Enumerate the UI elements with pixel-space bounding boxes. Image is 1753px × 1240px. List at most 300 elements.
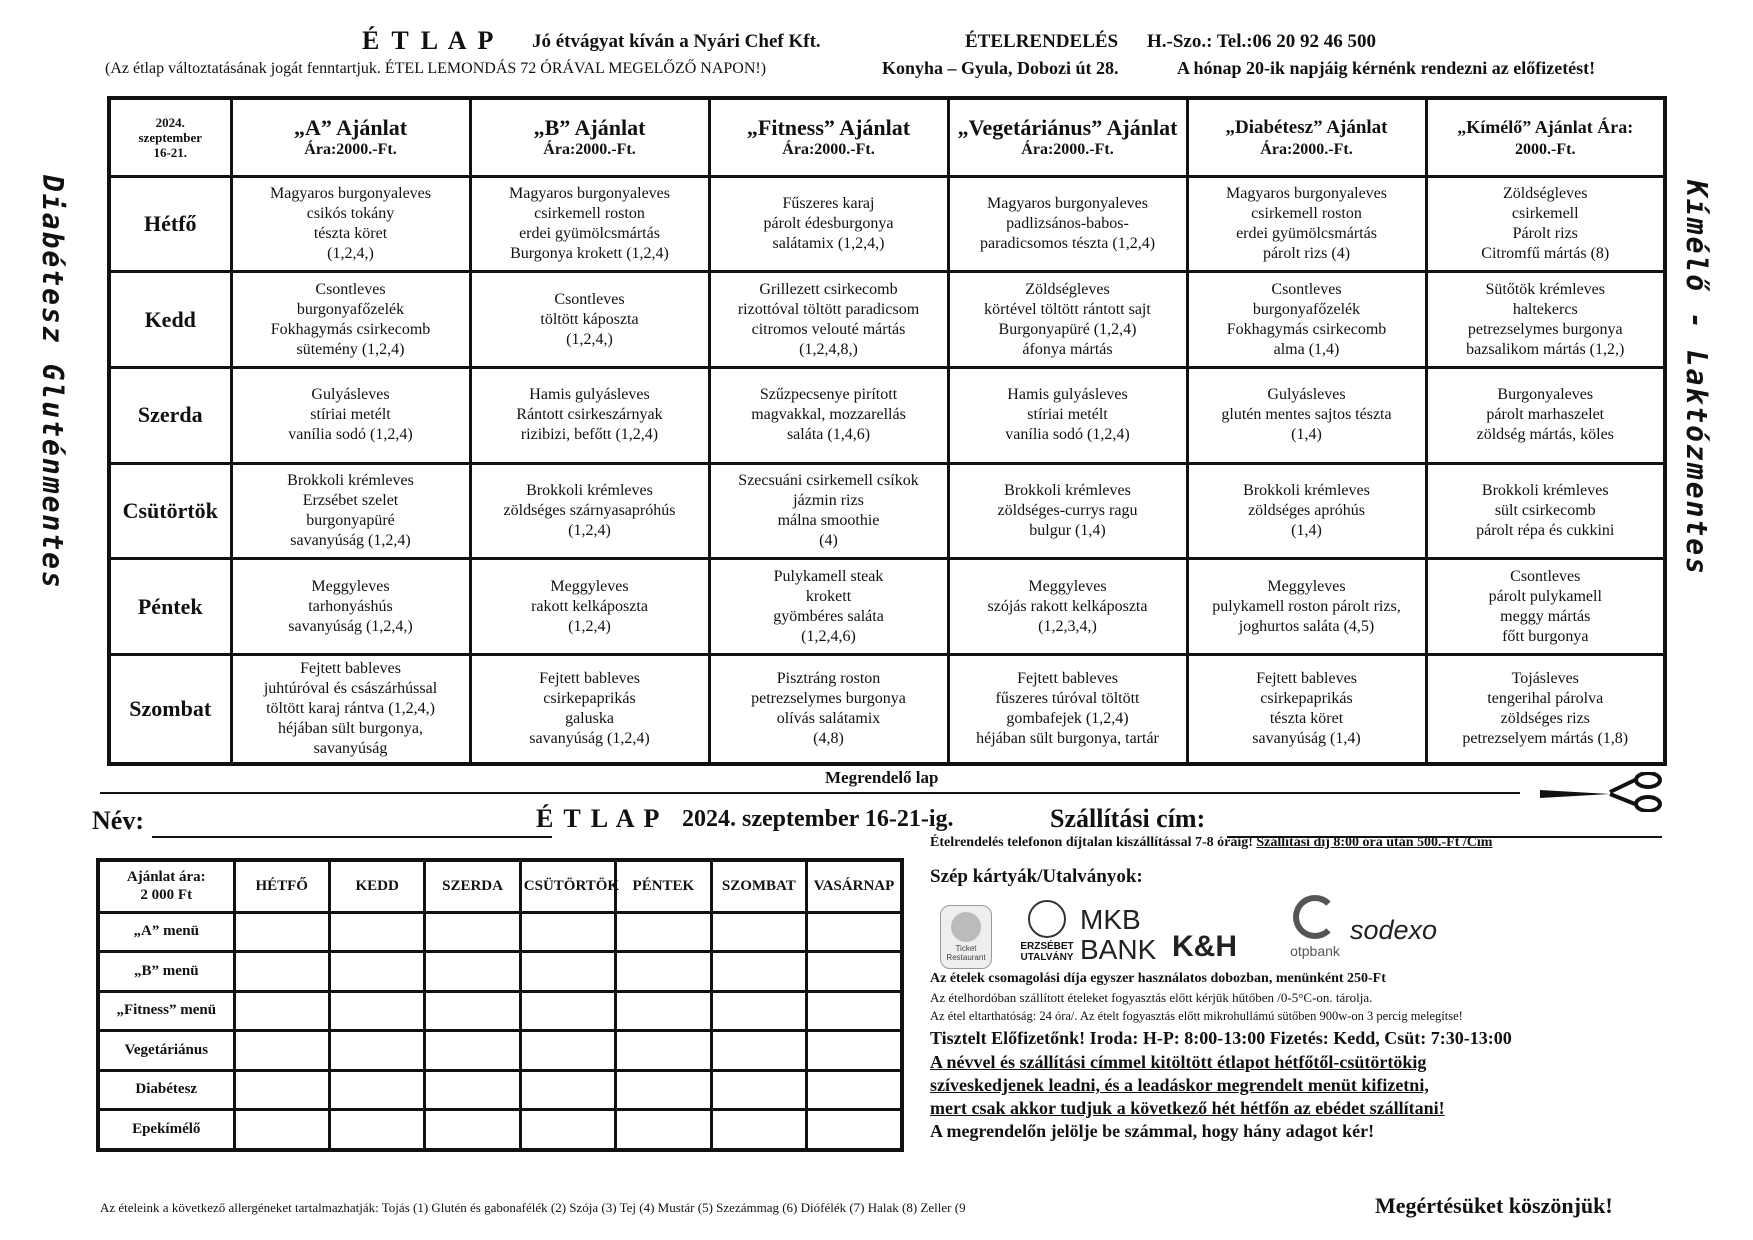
date-line: 2024.: [155, 114, 185, 130]
greeting: Jó étvágyat kíván a Nyári Chef Kft.: [532, 31, 821, 52]
menu-item-line: rizottóval töltött paradicsom: [737, 300, 920, 318]
order-quantity-cell[interactable]: [616, 952, 711, 992]
order-quantity-cell[interactable]: [425, 912, 520, 952]
shelf-life-info: Az étel eltarthatóság: 24 óra/. Az ételt fogyasztás előtt mikrohullámú sütőben 900w-on 3 percig melegítse!: [930, 1009, 1463, 1023]
order-grid: [96, 858, 904, 1152]
menu-cell: [470, 559, 709, 655]
menu-item-line: töltött káposzta: [540, 310, 639, 328]
menu-item-line: Tojásleves: [1511, 670, 1579, 687]
cut-label: Megrendelő lap: [825, 768, 939, 787]
day-label: Szombat: [109, 655, 231, 764]
menu-item-line: párolt rizs (4): [1262, 244, 1351, 262]
order-day-header: SZERDA: [425, 860, 520, 912]
menu-item-line: Erzsébet szelet: [302, 491, 399, 509]
order-quantity-cell[interactable]: [807, 952, 902, 992]
menu-item-line: Fokhagymás csirkecomb: [1226, 320, 1387, 338]
price-header: [98, 860, 234, 912]
otp-logo-text: otpbank: [1290, 943, 1340, 959]
menu-item-line: Magyaros burgonyaleves: [270, 184, 431, 202]
order-quantity-cell[interactable]: [616, 912, 711, 952]
menu-item-line: (4): [819, 531, 838, 549]
order-quantity-cell[interactable]: [425, 1070, 520, 1110]
menu-item-line: Magyaros burgonyaleves: [987, 194, 1148, 212]
header-line-2: [0, 58, 1753, 84]
menu-item-line: stíriai metélt: [310, 406, 391, 424]
menu-cell: [470, 367, 709, 463]
menu-item-line: vanília sodó (1,2,4): [1005, 426, 1130, 444]
menu-body: [109, 176, 1665, 764]
menu-item-line: jázmin rizs: [793, 491, 864, 509]
menu-item-line: Csontleves: [554, 290, 625, 308]
order-quantity-cell[interactable]: [329, 991, 424, 1031]
order-quantity-cell[interactable]: [711, 1031, 806, 1071]
order-menu-row: [98, 1070, 902, 1110]
column-header-gentle: [1426, 98, 1665, 176]
menu-item-line: (1,2,3,4,): [1038, 617, 1097, 635]
order-menu-row: [98, 1110, 902, 1151]
menu-item-line: paradicsomos tészta (1,2,4): [979, 234, 1156, 252]
order-quantity-cell[interactable]: [711, 991, 806, 1031]
order-menu-row: [98, 952, 902, 992]
menu-item-line: málna smoothie: [777, 511, 880, 529]
menu-item-line: párolt édesburgonya: [763, 214, 894, 232]
menu-cell: [231, 272, 470, 368]
menu-item-line: Meggyleves: [1028, 577, 1107, 595]
instruction-2: szíveskedjenek leadni, és a leadáskor megrendelt menüt kifizetni,: [930, 1075, 1429, 1095]
header-line-1: [0, 26, 1753, 60]
order-quantity-cell[interactable]: [807, 1070, 902, 1110]
column-price: Ára:2000.-Ft.: [1260, 141, 1353, 159]
menu-item-line: Meggyleves: [550, 577, 629, 595]
order-day-header: VASÁRNAP: [807, 860, 902, 912]
sodexo-logo: [1350, 915, 1460, 951]
menu-item-line: vanília sodó (1,2,4): [288, 426, 413, 444]
menu-row-2: [109, 367, 1665, 463]
menu-cell: [231, 176, 470, 272]
menu-item-line: körtével töltött rántott sajt: [984, 300, 1151, 318]
menu-item-line: alma (1,4): [1273, 340, 1340, 358]
day-label: Kedd: [109, 272, 231, 368]
order-label: ÉTELRENDELÉS: [965, 31, 1119, 52]
packaging-info: Az ételek csomagolási díja egyszer használatos dobozban, menünként 250-Ft: [930, 971, 1386, 986]
order-quantity-cell[interactable]: [234, 1070, 329, 1110]
kh-logo-text: K&H: [1172, 930, 1237, 963]
mkb-logo-text: MKB BANK: [1080, 904, 1157, 965]
order-quantity-cell[interactable]: [425, 1110, 520, 1151]
order-quantity-cell[interactable]: [329, 1110, 424, 1151]
menu-item-line: olívás salátamix: [776, 710, 881, 727]
menu-cell: [470, 176, 709, 272]
menu-item-line: burgonyafőzelék: [1252, 300, 1361, 318]
menu-item-line: Fejtett bableves: [300, 660, 401, 677]
menu-item-line: krokett: [805, 587, 852, 605]
column-header-b: [470, 98, 709, 176]
order-header-row: [92, 800, 1692, 840]
menu-item-line: burgonyapüré: [306, 511, 395, 529]
menu-cell: [1187, 272, 1426, 368]
menu-item-line: Fejtett bableves: [539, 670, 640, 687]
order-title: É T L A P: [536, 804, 662, 833]
price-header-line: 2 000 Ft: [140, 887, 193, 904]
menu-item-line: zöldséges szárnyasapróhús: [503, 501, 676, 519]
menu-item-line: Hamis gulyásleves: [529, 386, 650, 404]
column-title: „Vegetáriánus” Ajánlat: [957, 115, 1178, 141]
menu-item-line: tészta köret: [313, 224, 388, 242]
menu-item-line: Fejtett bableves: [1017, 670, 1118, 687]
weekly-menu-table: [107, 96, 1667, 766]
sodexo-logo-text: sodexo: [1350, 915, 1438, 945]
menu-item-line: csirkepaprikás: [1260, 690, 1353, 707]
menu-cell: [1187, 176, 1426, 272]
menu-item-line: salátamix (1,2,4,): [772, 234, 885, 252]
menu-item-line: Csontleves: [1510, 567, 1581, 585]
menu-cell: [1187, 559, 1426, 655]
menu-item-line: magvakkal, mozzarellás: [751, 406, 906, 424]
menu-item-line: Meggyleves: [1267, 577, 1346, 595]
order-quantity-cell[interactable]: [425, 991, 520, 1031]
menu-item-line: (1,4): [1291, 426, 1322, 444]
cut-line: [100, 792, 1520, 794]
menu-item-line: savanyúság (1,2,4): [290, 531, 411, 549]
address-field[interactable]: [1227, 804, 1662, 838]
menu-item-line: Brokkoli krémleves: [1481, 481, 1609, 499]
menu-item-line: Sütőtök krémleves: [1485, 280, 1606, 298]
order-grid-body: [98, 912, 902, 1150]
column-title: „Kímélő” Ajánlat Ára:: [1457, 117, 1634, 138]
menu-cell: [709, 272, 948, 368]
menu-item-line: csikós tokány: [306, 204, 395, 222]
menu-cell: [1426, 176, 1665, 272]
menu-cell: [948, 176, 1187, 272]
side-text-right: Kímélő - Laktózmentes: [1680, 180, 1713, 577]
instruction-3: mert csak akkor tudjuk a következő hét hétfőn az ebédet szállítani!: [930, 1098, 1445, 1118]
column-price: Ára:2000.-Ft.: [543, 141, 636, 159]
menu-item-line: galuska: [565, 710, 614, 727]
menu-item-line: Zöldségleves: [1025, 280, 1110, 298]
date-line: 16-21.: [153, 144, 188, 160]
menu-item-line: Szecsuáni csirkemell csíkok: [738, 471, 919, 489]
menu-item-line: (1,2,4,): [327, 244, 374, 262]
menu-item-line: (1,2,4): [568, 521, 611, 539]
menu-item-line: Pulykamell steak: [773, 567, 884, 585]
order-menu-label: Diabétesz: [98, 1070, 234, 1110]
order-quantity-cell[interactable]: [234, 912, 329, 952]
order-grid-header: [98, 860, 902, 912]
menu-item-line: Rántott csirkeszárnyak: [516, 406, 663, 424]
menu-item-line: savanyúság: [313, 740, 388, 757]
menu-item-line: citromos velouté mártás: [751, 320, 906, 338]
menu-cell: [470, 655, 709, 764]
menu-item-line: rizibizi, befőtt (1,2,4): [520, 426, 659, 444]
menu-item-line: csirkepaprikás: [543, 690, 636, 707]
menu-item-line: padlizsános-babos-: [1006, 214, 1129, 232]
menu-item-line: Burgonyapüré (1,2,4): [998, 320, 1137, 338]
order-quantity-cell[interactable]: [711, 952, 806, 992]
thanks-note: Megértésüket köszönjük!: [1375, 1193, 1613, 1218]
order-day-header: PÉNTEK: [616, 860, 711, 912]
order-quantity-cell[interactable]: [329, 1070, 424, 1110]
order-quantity-cell[interactable]: [616, 991, 711, 1031]
menu-item-line: Brokkoli krémleves: [1004, 481, 1131, 499]
menu-item-line: áfonya mártás: [1022, 340, 1113, 358]
menu-cell: [948, 559, 1187, 655]
menu-item-line: joghurtos saláta (4,5): [1238, 617, 1375, 635]
column-price: 2000.-Ft.: [1515, 141, 1576, 159]
menu-date-cell: [109, 98, 231, 176]
order-menu-row: [98, 991, 902, 1031]
menu-item-line: glutén mentes sajtos tészta: [1221, 406, 1392, 424]
delivery-fee: Szállítási díj 8:00 óra után 500.-Ft /Cím: [1256, 835, 1493, 850]
order-quantity-cell[interactable]: [616, 1070, 711, 1110]
order-day-header: SZOMBAT: [711, 860, 806, 912]
disclaimer: (Az étlap változtatásának jogát fenntartjuk. ÉTEL LEMONDÁS 72 ÓRÁVAL MEGELŐZŐ NAPON!): [105, 60, 767, 77]
menu-item-line: szójás rakott kelkáposzta: [987, 597, 1148, 615]
order-day-header: CSÜTÖRTÖK: [520, 860, 615, 912]
menu-item-line: bulgur (1,4): [1029, 521, 1106, 539]
menu-cell: [1187, 367, 1426, 463]
order-quantity-cell[interactable]: [711, 1110, 806, 1151]
cards-title: Szép kártyák/Utalványok:: [930, 866, 1143, 887]
delivery-free: Ételrendelés telefonon díjtalan kiszállítással 7-8 óráig!: [930, 835, 1253, 850]
order-menu-label: „B” menü: [98, 952, 234, 992]
menu-cell: [1187, 655, 1426, 764]
menu-item-line: erdei gyümölcsmártás: [519, 224, 660, 242]
kh-logo: [1172, 930, 1262, 966]
menu-item-line: csirkemell roston: [534, 204, 645, 222]
order-quantity-cell[interactable]: [329, 952, 424, 992]
menu-item-line: juhtúróval és császárhússal: [263, 680, 438, 697]
menu-item-line: héjában sült burgonya,: [277, 720, 423, 737]
menu-item-line: héjában sült burgonya, tartár: [976, 730, 1159, 747]
menu-item-line: Fűszeres karaj: [782, 194, 875, 212]
menu-item-line: Brokkoli krémleves: [526, 481, 653, 499]
column-price: Ára:2000.-Ft.: [782, 141, 875, 159]
menu-cell: [948, 463, 1187, 559]
order-quantity-cell[interactable]: [329, 912, 424, 952]
storage-info: Az ételhordóban szállított ételeket fogyasztás előtt kérjük hűtőben /0-5°C-on. tárolja.: [930, 990, 1373, 1005]
day-label: Csütörtök: [109, 463, 231, 559]
menu-item-line: csirkemell roston: [1251, 204, 1362, 222]
menu-item-line: tarhonyáshús: [308, 597, 393, 615]
instruction-4: A megrendelőn jelölje be számmal, hogy hány adagot kér!: [930, 1121, 1375, 1141]
menu-cell: [709, 176, 948, 272]
menu-item-line: stíriai metélt: [1027, 406, 1108, 424]
menu-item-line: zöldség mártás, köles: [1476, 426, 1614, 444]
menu-item-line: Szűzpecsenye pirított: [759, 386, 898, 404]
menu-cell: [948, 655, 1187, 764]
menu-item-line: Zöldségleves: [1503, 184, 1588, 202]
address-label: Szállítási cím:: [1050, 804, 1206, 833]
order-quantity-cell[interactable]: [329, 1031, 424, 1071]
menu-item-line: Hamis gulyásleves: [1007, 386, 1128, 404]
ticket-logo-text: Ticket Restaurant: [946, 944, 986, 962]
order-quantity-cell[interactable]: [520, 912, 615, 952]
mkb-logo: [1080, 905, 1160, 965]
column-header-a: [231, 98, 470, 176]
menu-cell: [470, 463, 709, 559]
menu-cell: [1426, 367, 1665, 463]
column-header-fitness: [709, 98, 948, 176]
menu-item-line: csirkemell: [1511, 204, 1579, 222]
day-label: Hétfő: [109, 176, 231, 272]
name-label: Név:: [92, 806, 144, 835]
order-day-header: HÉTFŐ: [234, 860, 329, 912]
menu-item-line: Magyaros burgonyaleves: [509, 184, 670, 202]
order-quantity-cell[interactable]: [234, 1031, 329, 1071]
menu-item-line: (1,2,4): [568, 617, 611, 635]
order-quantity-cell[interactable]: [425, 1031, 520, 1071]
menu-item-line: fűszeres túróval töltött: [995, 690, 1140, 707]
menu-item-line: Gulyásleves: [1267, 386, 1346, 404]
column-header-diabetic: [1187, 98, 1426, 176]
menu-item-line: Citromfű mártás (8): [1481, 244, 1610, 262]
order-quantity-cell[interactable]: [807, 912, 902, 952]
menu-cell: [231, 463, 470, 559]
menu-item-line: meggy mártás: [1500, 607, 1591, 625]
order-menu-label: Epekímélő: [98, 1110, 234, 1151]
day-label: Péntek: [109, 559, 231, 655]
menu-row-1: [109, 272, 1665, 368]
column-title: „Diabétesz” Ajánlat: [1225, 117, 1388, 139]
allergens-note: Az ételeink a következő allergéneket tartalmazhatják: Tojás (1) Glutén és gabonafélék (2) Szója (3) Tej (4) Mustár (5) Szezámmag (6) Diófélék (7) Halak (8) Zeller (9: [100, 1200, 966, 1215]
menu-cell: [231, 559, 470, 655]
menu-item-line: tészta köret: [1269, 710, 1344, 727]
order-quantity-cell[interactable]: [616, 1031, 711, 1071]
name-field[interactable]: [152, 804, 552, 838]
order-quantity-cell[interactable]: [520, 1031, 615, 1071]
menu-item-line: Csontleves: [1271, 280, 1342, 298]
menu-item-line: Grillezett csirkecomb: [759, 280, 898, 298]
order-quantity-cell[interactable]: [234, 991, 329, 1031]
erzsebet-logo: [1012, 900, 1082, 968]
menu-item-line: párolt marhaszelet: [1486, 406, 1605, 424]
menu-item-line: párolt répa és cukkini: [1476, 521, 1615, 539]
order-quantity-cell[interactable]: [520, 952, 615, 992]
menu-item-line: pulykamell roston párolt rizs,: [1212, 597, 1401, 615]
menu-item-line: (1,2,4,): [566, 330, 613, 348]
day-label: Szerda: [109, 367, 231, 463]
menu-cell: [1426, 463, 1665, 559]
menu-item-line: (1,2,4,8,): [799, 340, 858, 358]
menu-cell: [709, 655, 948, 764]
otp-logo: [1275, 895, 1355, 967]
price-header-line: Ajánlat ára:: [126, 869, 206, 886]
order-quantity-cell[interactable]: [520, 1070, 615, 1110]
menu-item-line: Brokkoli krémleves: [1243, 481, 1370, 499]
menu-cell: [709, 559, 948, 655]
menu-item-line: Párolt rizs: [1512, 224, 1578, 242]
order-quantity-cell[interactable]: [807, 1110, 902, 1151]
column-header-vegetarian: [948, 98, 1187, 176]
column-title: „B” Ajánlat: [533, 115, 646, 141]
menu-item-line: savanyúság (1,2,4): [529, 730, 650, 747]
menu-item-line: (1,4): [1291, 521, 1322, 539]
menu-item-line: saláta (1,4,6): [786, 426, 871, 444]
menu-cell: [709, 367, 948, 463]
menu-cell: [948, 367, 1187, 463]
menu-item-line: zöldséges apróhús: [1248, 501, 1365, 519]
ticket-logo: [940, 905, 992, 969]
menu-cell: [231, 655, 470, 764]
order-menu-label: Vegetáriánus: [98, 1031, 234, 1071]
order-menu-row: [98, 1031, 902, 1071]
menu-item-line: petrezselymes burgonya: [1467, 320, 1623, 338]
menu-item-line: sütemény (1,2,4): [296, 340, 405, 358]
column-price: Ára:2000.-Ft.: [304, 141, 397, 159]
menu-row-5: [109, 655, 1665, 764]
menu-item-line: zöldséges rizs: [1500, 710, 1590, 727]
order-quantity-cell[interactable]: [807, 1031, 902, 1071]
menu-item-line: gyömbéres saláta: [773, 607, 884, 625]
menu-item-line: Brokkoli krémleves: [287, 471, 414, 489]
menu-item-line: rakott kelkáposzta: [531, 597, 648, 615]
subscription-note: A hónap 20-ik napjáig kérnénk rendezni az előfizetést!: [1177, 58, 1596, 78]
menu-cell: [1426, 272, 1665, 368]
menu-row-4: [109, 559, 1665, 655]
order-quantity-cell[interactable]: [616, 1110, 711, 1151]
menu-item-line: Magyaros burgonyaleves: [1226, 184, 1387, 202]
order-quantity-cell[interactable]: [520, 991, 615, 1031]
menu-item-line: tengerihal párolva: [1487, 690, 1604, 707]
order-period: 2024. szeptember 16-21-ig.: [682, 806, 954, 832]
menu-item-line: (1,2,4,6): [801, 627, 856, 645]
menu-item-line: Gulyásleves: [311, 386, 390, 404]
menu-item-line: Pisztráng roston: [776, 670, 881, 687]
menu-item-line: sült csirkecomb: [1494, 501, 1596, 519]
menu-item-line: zöldséges-currys ragu: [997, 501, 1138, 519]
order-day-header: KEDD: [329, 860, 424, 912]
menu-item-line: (4,8): [813, 730, 844, 747]
menu-cell: [1426, 655, 1665, 764]
menu-cell: [1187, 463, 1426, 559]
order-quantity-cell[interactable]: [711, 1070, 806, 1110]
menu-row-3: [109, 463, 1665, 559]
column-title: „A” Ajánlat: [293, 115, 408, 141]
order-menu-label: „Fitness” menü: [98, 991, 234, 1031]
menu-item-line: savanyúság (1,4): [1252, 730, 1361, 747]
order-quantity-cell[interactable]: [711, 912, 806, 952]
side-text-left: Diabétesz Gluténmentes: [36, 175, 69, 590]
order-quantity-cell[interactable]: [234, 1110, 329, 1151]
order-quantity-cell[interactable]: [807, 991, 902, 1031]
menu-item-line: töltött karaj rántva (1,2,4,): [266, 700, 435, 717]
delivery-info: [930, 835, 1492, 851]
menu-item-line: párolt pulykamell: [1488, 587, 1602, 605]
menu-item-line: Meggyleves: [311, 577, 390, 595]
date-line: szeptember: [138, 129, 203, 145]
menu-item-line: gombafejek (1,2,4): [1006, 710, 1129, 727]
menu-cell: [1426, 559, 1665, 655]
order-quantity-cell[interactable]: [425, 952, 520, 992]
column-title: „Fitness” Ajánlat: [746, 115, 911, 141]
page-title: É T L A P: [362, 26, 497, 55]
menu-item-line: petrezselymes burgonya: [751, 690, 906, 707]
erzsebet-logo-text: ERZSÉBET UTALVÁNY: [1020, 941, 1074, 963]
kitchen-address: Konyha – Gyula, Dobozi út 28.: [882, 58, 1119, 78]
menu-cell: [948, 272, 1187, 368]
order-menu-label: „A” menü: [98, 912, 234, 952]
menu-item-line: Burgonya krokett (1,2,4): [510, 244, 669, 262]
menu-cell: [231, 367, 470, 463]
menu-item-line: petrezselyem mártás (1,8): [1462, 730, 1629, 747]
order-menu-row: [98, 912, 902, 952]
menu-item-line: burgonyafőzelék: [296, 300, 405, 318]
menu-item-line: Burgonyaleves: [1497, 386, 1594, 404]
menu-item-line: bazsalikom mártás (1,2,): [1466, 340, 1625, 358]
order-quantity-cell[interactable]: [234, 952, 329, 992]
order-quantity-cell[interactable]: [520, 1110, 615, 1151]
menu-cell: [709, 463, 948, 559]
